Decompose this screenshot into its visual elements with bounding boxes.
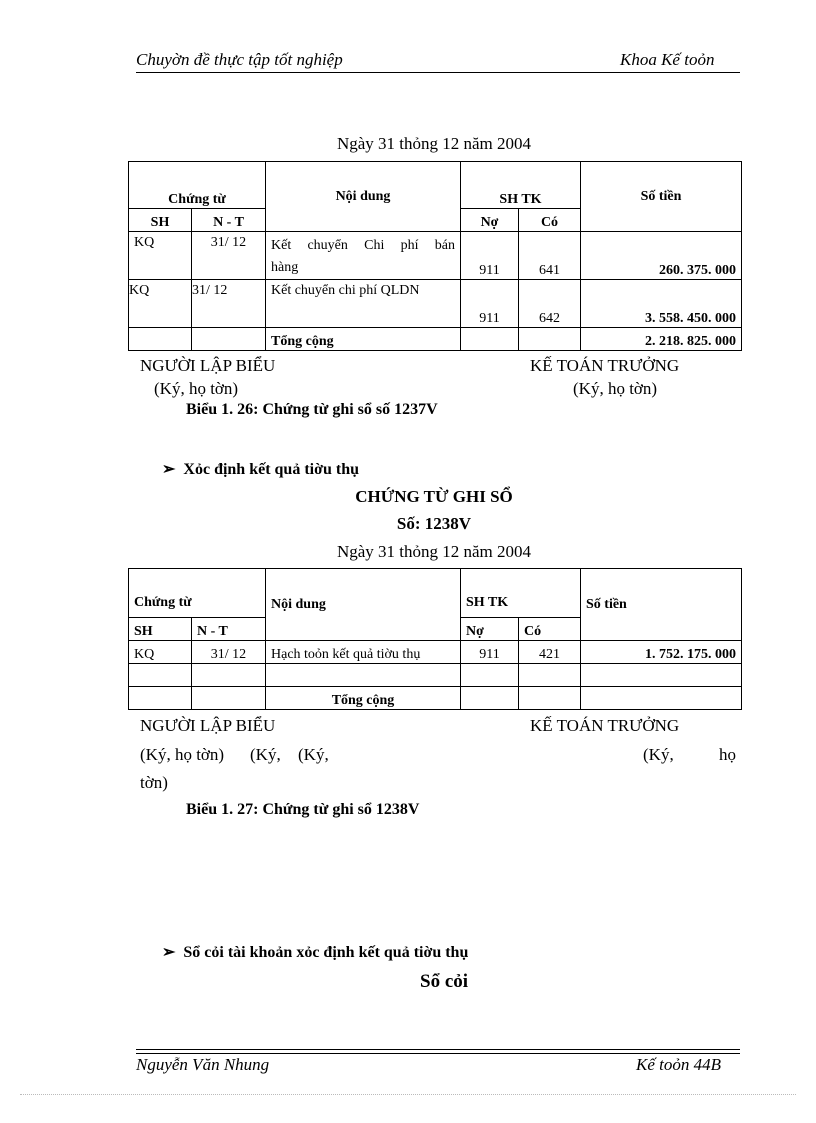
col-amount: Số tiền (581, 162, 742, 232)
sign-line-c: (Ký, (298, 745, 329, 764)
signer-right-sub-1: (Ký, họ tờn) (573, 379, 658, 398)
bullet-2 (162, 459, 359, 479)
sign-line-d: (Ký, (643, 745, 674, 764)
header-rule (136, 72, 740, 73)
col-credit: Có (519, 209, 581, 232)
empty-row (129, 664, 742, 687)
col-content: Nội dung (266, 569, 461, 641)
row-amount: 260. 375. 000 (581, 232, 742, 280)
row-content-line2: hàng (271, 260, 299, 275)
header-right: Khoa Kế toỏn (620, 50, 715, 69)
col-amount: Số tiền (581, 569, 742, 641)
header-left: Chuyờn đề thực tập tốt nghiệp (136, 50, 343, 69)
col-nt: N - T (192, 209, 266, 232)
signer-right-1: KẾ TOÁN TRƯỞNG (530, 356, 680, 375)
row-amount: 1. 752. 175. 000 (581, 641, 742, 664)
row-credit: 421 (519, 641, 581, 664)
col-content: Nội dung (266, 162, 461, 232)
footer-left: Nguyễn Văn Nhung (136, 1055, 270, 1074)
total-amount: 2. 218. 825. 000 (581, 328, 742, 351)
bullet-2-text: Xỏc định kết quả tiờu thụ (183, 461, 359, 478)
signer-right-2: KẾ TOÁN TRƯỞNG (530, 716, 680, 735)
bullet-3 (162, 942, 468, 962)
col-nt: N - T (192, 618, 266, 641)
sign-line-b: (Ký, (250, 745, 281, 764)
date-1: Ngày 31 thỏng 12 năm 2004 (336, 134, 532, 153)
caption-2: Biểu 1. 27: Chứng từ ghi sổ 1238V (186, 801, 420, 818)
number-2: Số: 1238V (396, 514, 472, 533)
signer-left-2: NGƯỜI LẬP BIỂU (140, 716, 276, 735)
footer-rule-top (136, 1049, 740, 1050)
footer-right: Kế toỏn 44B (636, 1055, 721, 1074)
col-account: SH TK (461, 162, 581, 209)
row-credit: 641 (519, 232, 581, 280)
row-content (266, 232, 461, 280)
table-row (129, 641, 742, 664)
row-amount: 3. 558. 450. 000 (581, 280, 742, 328)
date-2: Ngày 31 thỏng 12 năm 2004 (336, 542, 532, 561)
col-voucher: Chứng từ (129, 162, 266, 209)
total-sh (129, 328, 192, 351)
row-credit: 642 (519, 280, 581, 328)
ledger-table-1238 (128, 568, 742, 710)
row-nt: 31/ 12 (192, 280, 266, 328)
total-row (129, 687, 742, 710)
row-sh: KQ (129, 232, 192, 280)
col-sh: SH (129, 618, 192, 641)
arrow-bullet-icon: ➢ (162, 944, 176, 961)
row-content-line1: Kết chuyển Chi phí bán (271, 238, 455, 253)
arrow-bullet-icon: ➢ (162, 461, 176, 478)
col-account: SH TK (461, 569, 581, 618)
bullet-3-text: Sổ cỏi tài khoản xỏc định kết quả tiờu thụ (183, 944, 469, 961)
footer-rule-bottom (136, 1053, 740, 1054)
signer-left-sub-1: (Ký, họ tờn) (154, 379, 239, 398)
row-sh: KQ (129, 280, 192, 328)
sign-line-a: (Ký, họ tờn) (140, 745, 225, 764)
total-debit (461, 328, 519, 351)
signer-left-1: NGƯỜI LẬP BIỂU (140, 356, 276, 375)
total-label: Tổng cộng (266, 687, 461, 710)
col-voucher: Chứng từ (129, 569, 266, 618)
title-3: Sổ cỏi (420, 971, 469, 992)
total-credit (519, 328, 581, 351)
row-nt: 31/ 12 (192, 232, 266, 280)
row-nt: 31/ 12 (192, 641, 266, 664)
col-credit: Có (519, 618, 581, 641)
ledger-table-1237 (128, 161, 742, 351)
sign-line-f: tờn) (140, 773, 168, 792)
col-debit: Nợ (461, 209, 519, 232)
sign-line-e: họ (719, 745, 736, 764)
total-nt (192, 328, 266, 351)
row-content: Hạch toỏn kết quả tiờu thụ (266, 641, 461, 664)
row-content: Kết chuyển chi phí QLDN (266, 280, 461, 328)
table-row (129, 280, 742, 328)
row-debit: 911 (461, 232, 519, 280)
total-row (129, 328, 742, 351)
page-edge-dotted (20, 1094, 796, 1095)
col-sh: SH (129, 209, 192, 232)
col-debit: Nợ (461, 618, 519, 641)
row-debit: 911 (461, 280, 519, 328)
total-label: Tổng cộng (266, 328, 461, 351)
title-2: CHỨNG TỪ GHI SỔ (355, 487, 513, 506)
row-sh: KQ (129, 641, 192, 664)
table-row (129, 232, 742, 280)
row-debit: 911 (461, 641, 519, 664)
caption-1: Biểu 1. 26: Chứng từ ghi sổ số 1237V (186, 401, 438, 418)
